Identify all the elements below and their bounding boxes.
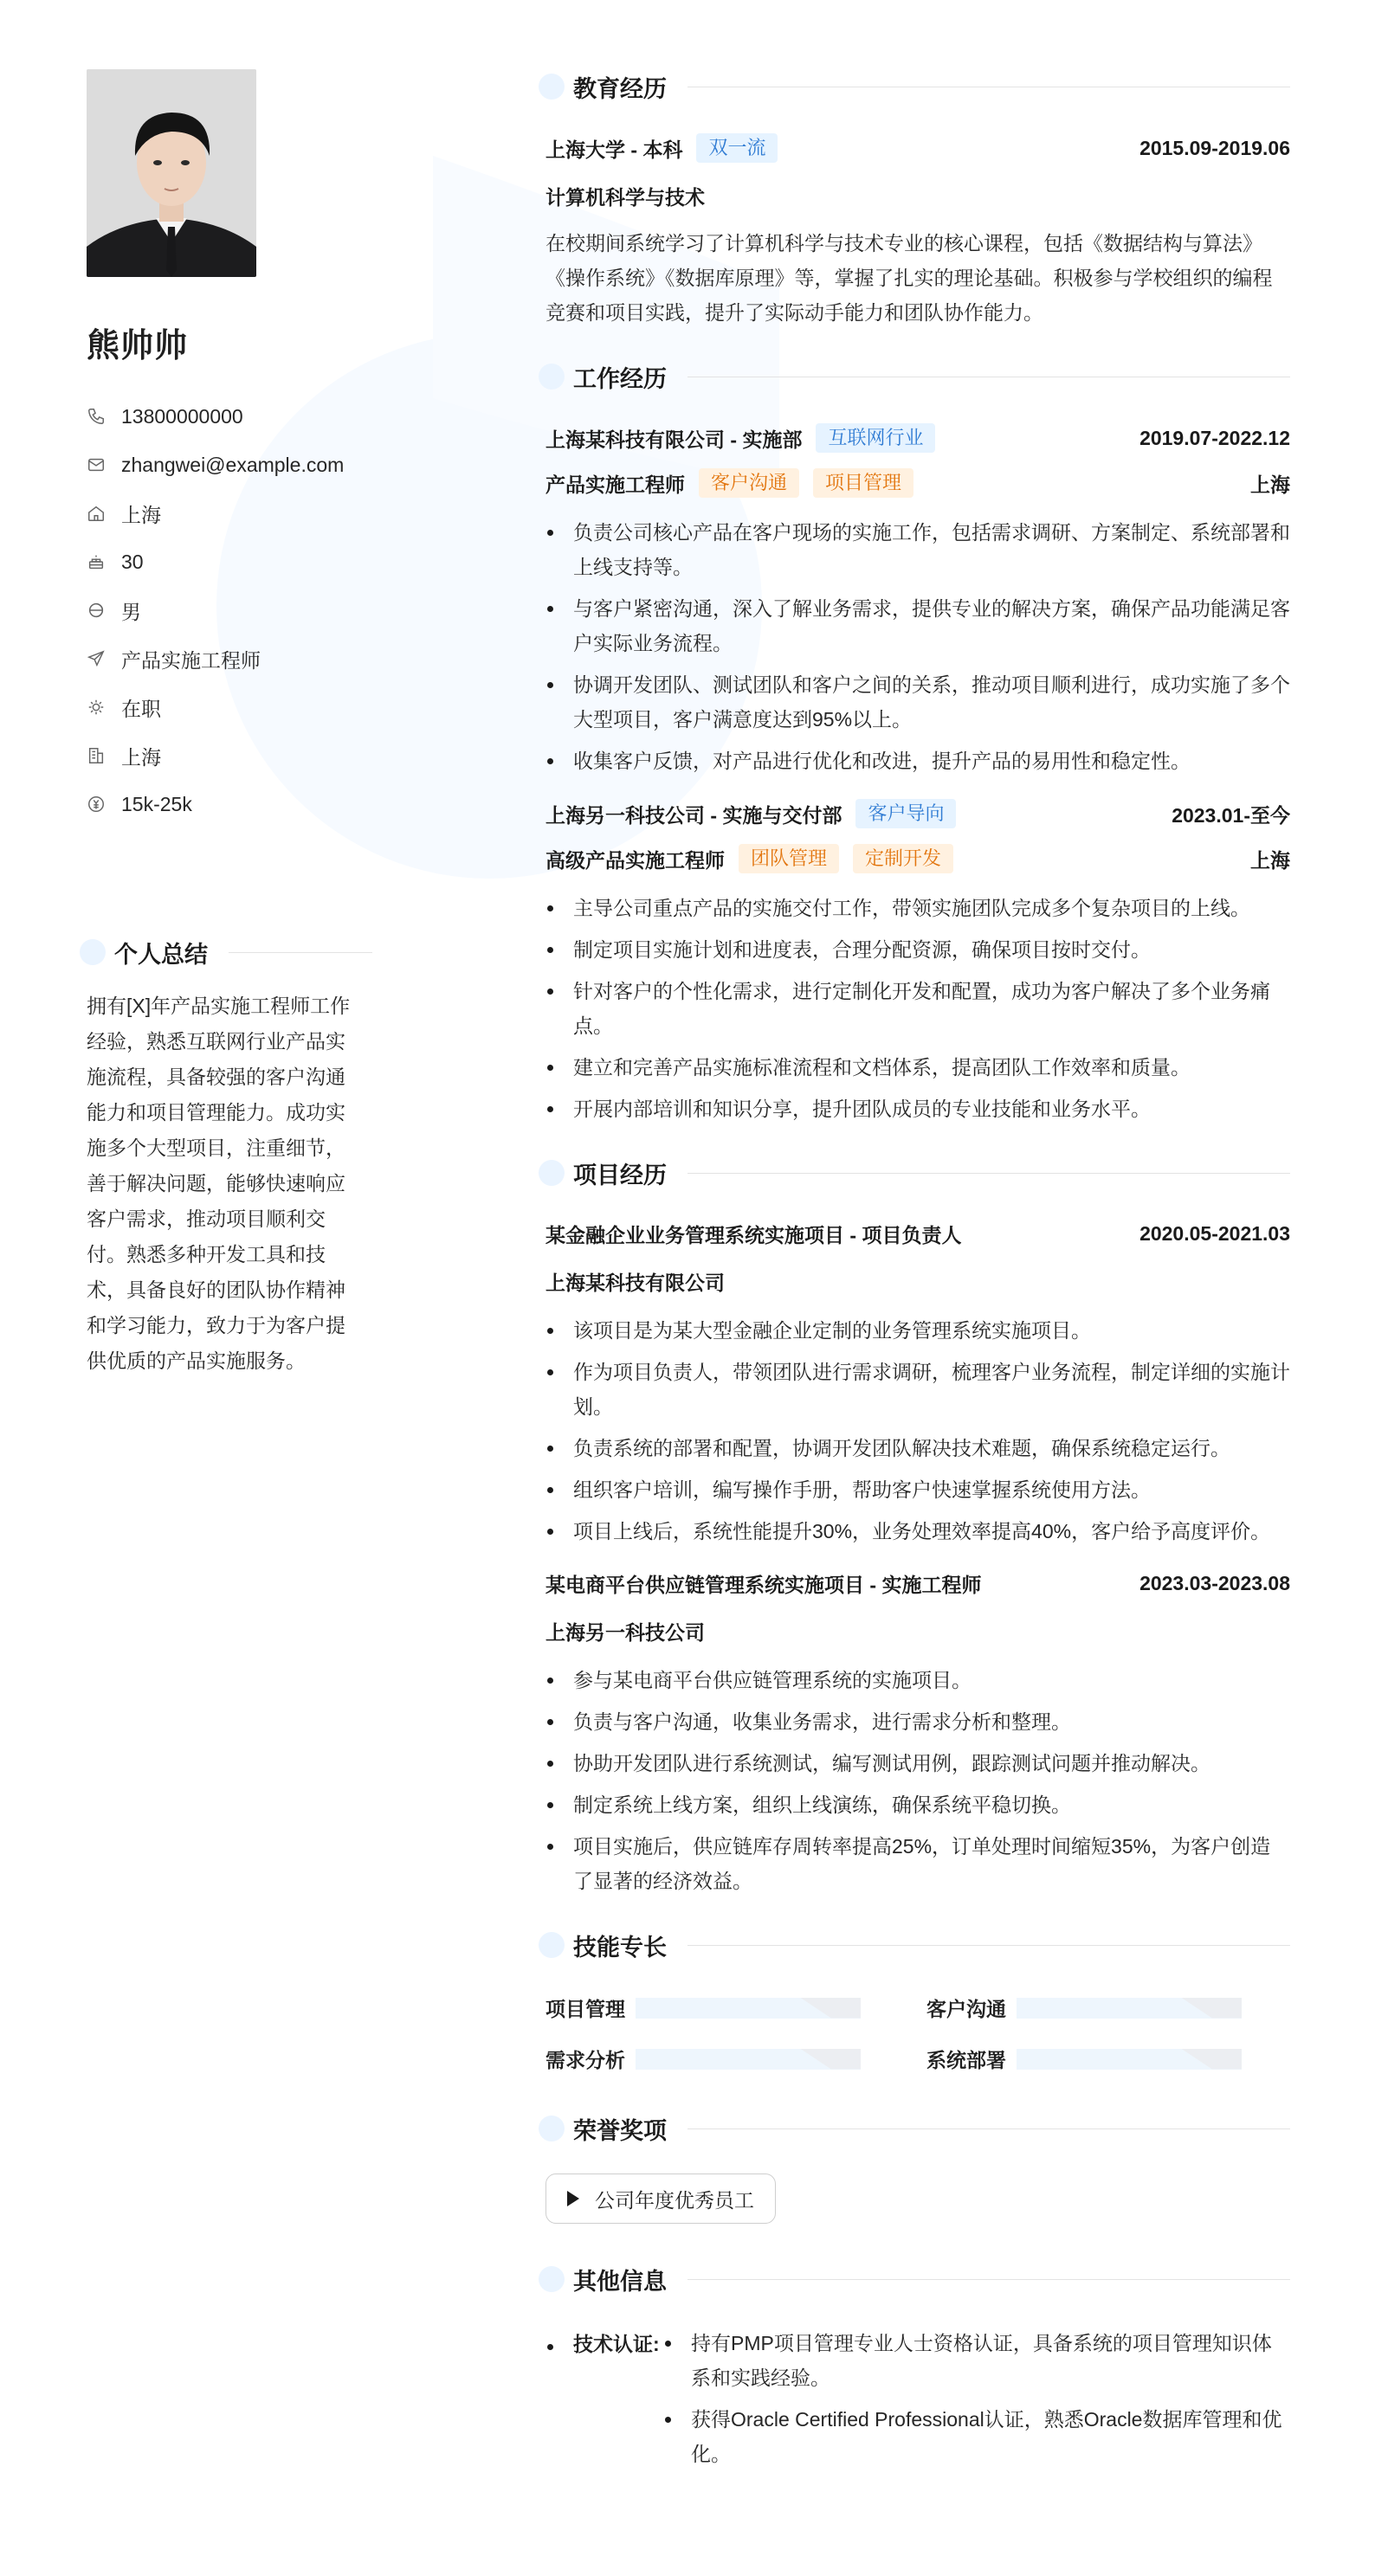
section-dot-icon: [539, 1160, 565, 1186]
skill-tag: 项目管理: [813, 468, 913, 498]
list-item: 项目实施后，供应链库存周转率提高25%，订单处理时间缩短35%，为客户创造了显著的经济效益。: [545, 1829, 1290, 1898]
section-dot-icon: [539, 2266, 565, 2292]
candidate-name: 熊帅帅: [87, 328, 189, 364]
list-item: 持有PMP项目管理专业人士资格认证，具备系统的项目管理知识体系和实践经验。: [663, 2326, 1290, 2395]
cake-icon: [87, 552, 106, 571]
skill-bar: [636, 1998, 861, 2019]
list-item: 负责与客户沟通，收集业务需求，进行需求分析和整理。: [545, 1704, 1290, 1739]
work-header: [545, 359, 1290, 394]
section-divider: [688, 2128, 1290, 2129]
skill-bar: [1017, 1998, 1242, 2019]
info-city: [87, 731, 372, 780]
awards-list: [545, 2174, 1290, 2224]
list-item: 制定系统上线方案，组织上线演练，确保系统平稳切换。: [545, 1787, 1290, 1822]
list-item: 制定项目实施计划和进度表，合理分配资源，确保项目按时交付。: [545, 932, 1290, 967]
other-key: 技术认证:: [573, 2333, 660, 2355]
section-dot-icon: [539, 1932, 565, 1958]
work-date: 2023.01-至今: [1172, 803, 1290, 827]
skill-bar-rest: [1181, 2049, 1242, 2070]
skill-bar: [1017, 2049, 1242, 2070]
status-text: 在职: [121, 697, 161, 720]
position-text: 产品实施工程师: [121, 648, 261, 672]
info-position: [87, 634, 372, 683]
skill-bar-rest: [800, 2049, 861, 2070]
list-item: 针对客户的个性化需求，进行定制化开发和配置，成功为客户解决了多个业务痛点。: [545, 974, 1290, 1043]
section-dot-icon: [539, 2116, 565, 2141]
list-item: 开展内部培训和知识分享，提升团队成员的专业技能和业务水平。: [545, 1092, 1290, 1126]
work-date: 2019.07-2022.12: [1139, 426, 1290, 449]
section-divider: [688, 1173, 1290, 1174]
school-name: 上海大学 - 本科: [545, 138, 683, 161]
info-location: [87, 489, 372, 538]
work-item: [545, 799, 1290, 1126]
right-column: [545, 69, 1290, 2478]
list-item: 主导公司重点产品的实施交付工作，带领实施团队完成多个复杂项目的上线。: [545, 891, 1290, 925]
section-title: 教育经历: [573, 75, 667, 102]
skill-bar: [636, 2049, 861, 2070]
awards-header: [545, 2111, 1290, 2146]
project-name: 某金融企业业务管理系统实施项目 - 项目负责人: [545, 1224, 962, 1246]
left-column: [87, 69, 372, 828]
info-gender: [87, 586, 372, 634]
skill-tag: 定制开发: [853, 844, 953, 873]
section-divider: [688, 1945, 1290, 1946]
role-name: 高级产品实施工程师: [545, 848, 725, 872]
section-divider: [229, 952, 372, 953]
phone-text: 13800000000: [121, 404, 243, 428]
list-item: 作为项目负责人，带领团队进行需求调研，梳理客户业务流程，制定详细的实施计划。: [545, 1355, 1290, 1424]
school-tag: 双一流: [696, 133, 778, 163]
projects-header: [545, 1156, 1290, 1190]
age-text: 30: [121, 550, 144, 573]
work-bullets: [545, 891, 1290, 1126]
skill-item: [926, 2045, 1290, 2073]
section-title: 工作经历: [573, 365, 667, 392]
other-row: [545, 2326, 1290, 2478]
phone-icon: [87, 407, 106, 426]
list-item: 项目上线后，系统性能提升30%，业务处理效率提高40%，客户给予高度评价。: [545, 1514, 1290, 1549]
list-item: 该项目是为某大型金融企业定制的业务管理系统实施项目。: [545, 1313, 1290, 1348]
gender-icon: [87, 601, 106, 620]
email-text: zhangwei@example.com: [121, 453, 345, 476]
list-item: 与客户紧密沟通，深入了解业务需求，提供专业的解决方案，确保产品功能满足客户实际业务流程。: [545, 591, 1290, 660]
yen-icon: [87, 795, 106, 814]
status-icon: [87, 698, 106, 717]
other-info: [545, 2326, 1290, 2478]
certification-list: [663, 2326, 1290, 2478]
work-row: [545, 799, 1290, 828]
home-icon: [87, 504, 106, 523]
gender-text: 男: [121, 600, 141, 623]
project-row: [545, 1569, 1290, 1598]
industry-tag: 客户导向: [855, 799, 956, 828]
other-header: [545, 2262, 1290, 2296]
section-title: 个人总结: [114, 941, 208, 968]
skill-tag: 客户沟通: [699, 468, 799, 498]
list-item: 协助开发团队进行系统测试，编写测试用例，跟踪测试问题并推动解决。: [545, 1746, 1290, 1781]
info-age: [87, 538, 372, 586]
education-header: [545, 69, 1290, 104]
education-row: [545, 133, 1290, 163]
section-title: 荣誉奖项: [573, 2117, 667, 2144]
company-name: 上海另一科技公司 - 实施与交付部: [545, 803, 842, 827]
project-row: [545, 1220, 1290, 1248]
work-item: [545, 423, 1290, 778]
contact-info: [87, 392, 372, 828]
work-row: [545, 423, 1290, 453]
role-row: [545, 844, 1290, 873]
info-phone: [87, 392, 372, 441]
list-item: 收集客户反馈，对产品进行优化和改进，提升产品的易用性和稳定性。: [545, 744, 1290, 778]
list-item: 组织客户培训，编写操作手册，帮助客户快速掌握系统使用方法。: [545, 1472, 1290, 1507]
skill-item: [545, 1993, 926, 2022]
info-status: [87, 683, 372, 731]
city-text: 上海: [121, 745, 161, 769]
send-icon: [87, 649, 106, 668]
project-bullets: [545, 1313, 1290, 1549]
mail-icon: [87, 455, 106, 474]
section-divider: [688, 2279, 1290, 2280]
building-icon: [87, 746, 106, 765]
project-date: 2023.03-2023.08: [1139, 1572, 1290, 1594]
summary-header: [87, 935, 372, 969]
project-item: [545, 1220, 1290, 1549]
award-label: 公司年度优秀员工: [595, 2188, 754, 2212]
avatar: [87, 69, 256, 277]
role-name: 产品实施工程师: [545, 473, 685, 496]
work-bullets: [545, 515, 1290, 778]
project-name: 某电商平台供应链管理系统实施项目 - 实施工程师: [545, 1574, 982, 1596]
list-item: 负责公司核心产品在客户现场的实施工作，包括需求调研、方案制定、系统部署和上线支持等。: [545, 515, 1290, 584]
role-row: [545, 468, 1290, 498]
skills-header: [545, 1928, 1290, 1962]
education-date: 2015.09-2019.06: [1139, 136, 1290, 159]
list-item: 获得Oracle Certified Professional认证，熟悉Oracle数据库管理和优化。: [663, 2402, 1290, 2471]
list-item: 负责系统的部署和配置，协调开发团队解决技术难题，确保系统稳定运行。: [545, 1431, 1290, 1465]
play-icon: [567, 2191, 579, 2206]
salary-text: 15k-25k: [121, 792, 192, 815]
project-item: [545, 1569, 1290, 1898]
section-dot-icon: [80, 939, 106, 965]
list-item: 协调开发团队、测试团队和客户之间的关系，推动项目顺利进行，成功实施了多个大型项目，客户满意度达到95%以上。: [545, 667, 1290, 737]
award-item: [545, 2174, 776, 2224]
section-title: 项目经历: [573, 1162, 667, 1188]
section-title: 其他信息: [573, 2268, 667, 2295]
info-email: [87, 441, 372, 489]
skill-bar-rest: [1181, 1998, 1242, 2019]
project-company: 上海另一科技公司: [545, 1621, 705, 1644]
location-text: 上海: [121, 503, 161, 526]
industry-tag: 互联网行业: [816, 423, 935, 453]
skill-tag: 团队管理: [739, 844, 839, 873]
major: 计算机科学与技术: [545, 186, 705, 209]
bullet-dot: [545, 2326, 573, 2478]
summary-text: 拥有[X]年产品实施工程师工作经验，熟悉互联网行业产品实施流程，具备较强的客户沟通能力和项目管理能力。成功实施多个大型项目，注重细节，善于解决问题，能够快速响应客户需求，推动项目顺利交付。熟悉多种开发工具和技术，具备良好的团队协作精神和学习能力，致力于为客户提供优质的产品实施服务。: [87, 995, 351, 1372]
skills-grid: [545, 1993, 1290, 2073]
project-bullets: [545, 1663, 1290, 1898]
work-city: 上海: [1250, 473, 1290, 496]
skill-item: [545, 2045, 926, 2073]
work-city: 上海: [1250, 848, 1290, 872]
list-item: 建立和完善产品实施标准流程和文档体系，提高团队工作效率和质量。: [545, 1050, 1290, 1085]
list-item: 参与某电商平台供应链管理系统的实施项目。: [545, 1663, 1290, 1697]
section-dot-icon: [539, 74, 565, 100]
company-name: 上海某科技有限公司 - 实施部: [545, 428, 803, 451]
project-company: 上海某科技有限公司: [545, 1272, 725, 1294]
skill-bar-rest: [800, 1998, 861, 2019]
education-desc: 在校期间系统学习了计算机科学与技术专业的核心课程，包括《数据结构与算法》《操作系统》《数据库原理》等，掌握了扎实的理论基础。积极参与学校组织的编程竞赛和项目实践，提升了实际动手能力和团队协作能力。: [545, 232, 1273, 324]
skill-name: 需求分析: [545, 2049, 625, 2071]
skill-name: 系统部署: [926, 2049, 1006, 2071]
skill-name: 客户沟通: [926, 1998, 1006, 2020]
info-salary: [87, 780, 372, 828]
skill-item: [926, 1993, 1290, 2022]
summary-section: [87, 935, 372, 1379]
skill-name: 项目管理: [545, 1998, 625, 2020]
section-dot-icon: [539, 364, 565, 390]
section-title: 技能专长: [573, 1934, 667, 1961]
project-date: 2020.05-2021.03: [1139, 1222, 1290, 1245]
